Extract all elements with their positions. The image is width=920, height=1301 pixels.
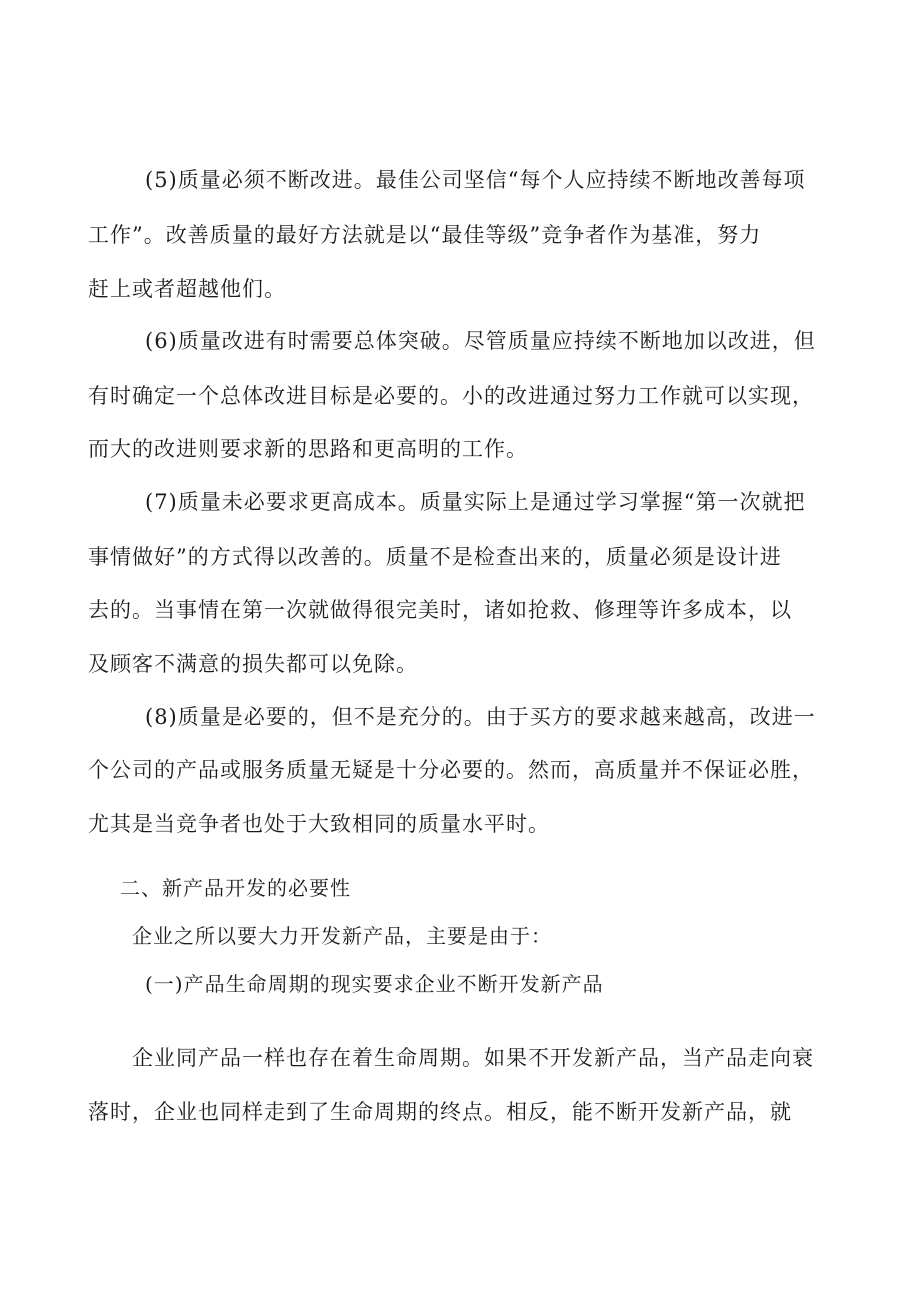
intro-text: 企业之所以要大力开发新产品，主要是由于： [132,924,552,948]
paragraph-6-line-3: 而大的改进则要求新的思路和更高明的工作。 [88,437,528,461]
paragraph-5-line-2: 工作”。改善质量的最好方法就是以“最佳等级”竞争者作为基准，努力 [88,223,762,247]
paragraph-5-line-1: (5)质量必须不断改进。最佳公司坚信“每个人应持续不断地改善每项 [145,168,806,192]
paragraph-5-line-3: 赶上或者超越他们。 [88,277,286,301]
paragraph-8-line-1: (8)质量是必要的，但不是充分的。由于买方的要求越来越高，改进一 [145,705,816,729]
final-paragraph-line-1: 企业同产品一样也存在着生命周期。如果不开发新产品，当产品走向衰 [132,1046,814,1070]
section-heading: 二、新产品开发的必要性 [120,876,351,900]
paragraph-8-line-2: 个公司的产品或服务质量无疑是十分必要的。然而，高质量并不保证必胜， [88,758,814,782]
paragraph-7-line-1: (7)质量未必要求更高成本。质量实际上是通过学习掌握“第一次就把 [145,490,806,514]
paragraph-6-line-1: (6)质量改进有时需要总体突破。尽管质量应持续不断地加以改进，但 [145,329,816,353]
paragraph-7-line-4: 及顾客不满意的损失都可以免除。 [88,652,418,676]
paragraph-6-line-2: 有时确定一个总体改进目标是必要的。小的改进通过努力工作就可以实现， [88,384,814,408]
paragraph-7-line-3: 去的。当事情在第一次就做得很完美时，诸如抢救、修理等许多成本，以 [88,598,792,622]
subheading: (一)产品生命周期的现实要求企业不断开发新产品 [145,972,604,996]
final-paragraph-line-2: 落时，企业也同样走到了生命周期的终点。相反，能不断开发新产品，就 [88,1100,792,1124]
paragraph-8-line-3: 尤其是当竞争者也处于大致相同的质量水平时。 [88,812,550,836]
paragraph-7-line-2: 事情做好”的方式得以改善的。质量不是检查出来的，质量必须是设计进 [88,545,782,569]
